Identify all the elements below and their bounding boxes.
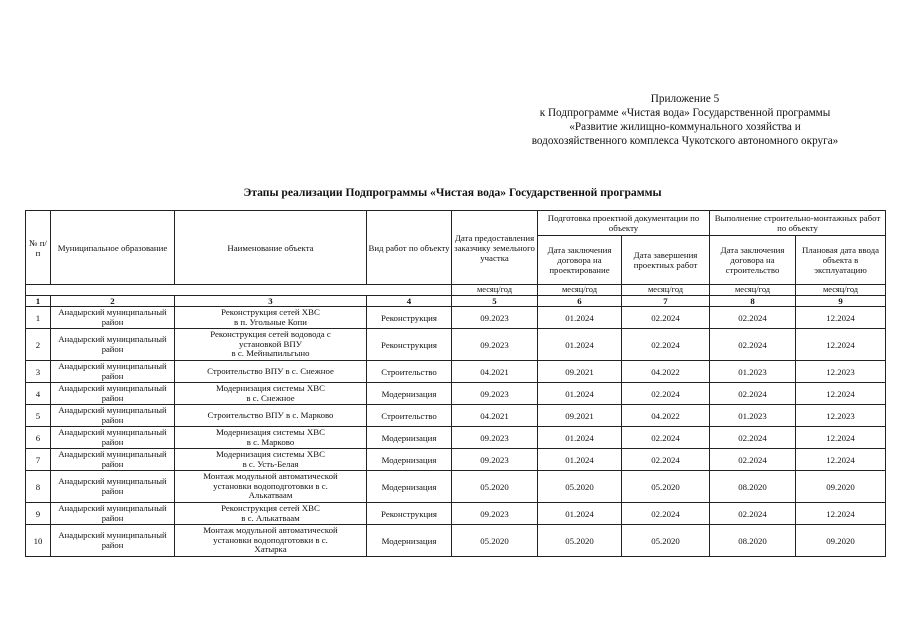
appendix-line: водохозяйственного комплекса Чукотского автономного округа» <box>531 135 839 147</box>
unit-label: месяц/год <box>452 285 538 296</box>
row-design-finish-date: 02.2024 <box>622 503 710 525</box>
row-build-contract-date: 01.2023 <box>710 405 796 427</box>
row-municipality: Анадырский муниципальный район <box>51 383 175 405</box>
row-work-type: Модернизация <box>367 471 452 503</box>
row-commission-date: 09.2020 <box>796 471 886 503</box>
row-build-contract-date: 02.2024 <box>710 383 796 405</box>
row-land-date: 04.2021 <box>452 405 538 427</box>
row-design-contract-date: 01.2024 <box>538 383 622 405</box>
row-municipality: Анадырский муниципальный район <box>51 503 175 525</box>
row-object-line: Монтаж модульной автоматической <box>203 524 338 535</box>
header-municipality: Муниципальное образование <box>51 211 175 285</box>
table-row <box>26 503 886 525</box>
row-commission-date: 12.2023 <box>796 405 886 427</box>
row-number: 3 <box>26 361 51 383</box>
row-design-finish-date: 02.2024 <box>622 329 710 361</box>
row-object-line: Модернизация системы ХВС <box>215 382 325 393</box>
header-land-date: Дата предоставления заказчику земельного участка <box>452 211 538 285</box>
row-design-finish-date: 02.2024 <box>622 383 710 405</box>
appendix-line: Приложение 5 <box>650 93 720 105</box>
header-commission: Плановая дата ввода объекта в эксплуатацию <box>796 236 886 285</box>
row-municipality: Анадырский муниципальный район <box>51 471 175 503</box>
column-number: 3 <box>175 296 367 307</box>
unit-label: месяц/год <box>796 285 886 296</box>
row-work-type: Строительство <box>367 405 452 427</box>
row-number: 5 <box>26 405 51 427</box>
table-row <box>26 525 886 557</box>
table-row <box>26 427 886 449</box>
row-work-type: Реконструкция <box>367 307 452 329</box>
row-land-date: 05.2020 <box>452 471 538 503</box>
row-build-contract-date: 02.2024 <box>710 503 796 525</box>
header-design-finish: Дата завершения проектных работ <box>622 236 710 285</box>
row-municipality: Анадырский муниципальный район <box>51 361 175 383</box>
row-municipality: Анадырский муниципальный район <box>51 329 175 361</box>
table-row <box>26 405 886 427</box>
row-land-date: 04.2021 <box>452 361 538 383</box>
row-work-type: Модернизация <box>367 525 452 557</box>
row-number: 1 <box>26 307 51 329</box>
row-design-finish-date: 02.2024 <box>622 307 710 329</box>
row-object <box>175 525 367 557</box>
row-commission-date: 12.2024 <box>796 449 886 471</box>
row-design-contract-date: 05.2020 <box>538 525 622 557</box>
row-design-contract-date: 05.2020 <box>538 471 622 503</box>
page-title: Этапы реализации Подпрограммы «Чистая вода» Государственной программы <box>243 186 662 199</box>
column-number: 8 <box>710 296 796 307</box>
units-spacer <box>26 285 452 296</box>
row-object-line: Модернизация системы ХВС <box>215 448 325 459</box>
row-design-finish-date: 04.2022 <box>622 361 710 383</box>
row-object <box>175 361 367 383</box>
appendix-line: «Развитие жилищно-коммунального хозяйства и <box>569 121 801 133</box>
table-row <box>26 383 886 405</box>
row-design-contract-date: 01.2024 <box>538 427 622 449</box>
appendix-line: к Подпрограмме «Чистая вода» Государственной программы <box>539 107 831 119</box>
row-number: 4 <box>26 383 51 405</box>
row-object-line: Реконструкция сетей водовода с <box>210 328 331 339</box>
row-object-line: в с. Алькатваам <box>241 512 300 523</box>
row-work-type: Модернизация <box>367 383 452 405</box>
column-number: 4 <box>367 296 452 307</box>
row-number: 2 <box>26 329 51 361</box>
row-design-contract-date: 09.2021 <box>538 361 622 383</box>
row-municipality: Анадырский муниципальный район <box>51 307 175 329</box>
row-municipality: Анадырский муниципальный район <box>51 525 175 557</box>
row-object <box>175 449 367 471</box>
row-object-line: установки водоподготовки в с. <box>213 534 328 545</box>
column-number: 2 <box>51 296 175 307</box>
row-commission-date: 12.2023 <box>796 361 886 383</box>
row-object-line: Монтаж модульной автоматической <box>203 470 338 481</box>
row-object <box>175 383 367 405</box>
appendix-block <box>470 92 900 148</box>
row-municipality: Анадырский муниципальный район <box>51 405 175 427</box>
row-design-contract-date: 01.2024 <box>538 449 622 471</box>
row-commission-date: 09.2020 <box>796 525 886 557</box>
table-row <box>26 449 886 471</box>
column-number: 6 <box>538 296 622 307</box>
row-build-contract-date: 02.2024 <box>710 449 796 471</box>
row-design-contract-date: 01.2024 <box>538 329 622 361</box>
row-object-line: в п. Угольные Копи <box>234 316 307 327</box>
row-work-type: Модернизация <box>367 449 452 471</box>
row-object <box>175 503 367 525</box>
row-object-line: Строительство ВПУ в с. Марково <box>207 409 334 420</box>
column-number: 7 <box>622 296 710 307</box>
row-land-date: 09.2023 <box>452 449 538 471</box>
row-work-type: Реконструкция <box>367 503 452 525</box>
header-design-contract: Дата заключения договора на проектирование <box>538 236 622 285</box>
row-object-line: Хатырка <box>254 544 287 555</box>
table-row <box>26 329 886 361</box>
header-build-contract: Дата заключения договора на строительство <box>710 236 796 285</box>
table-row <box>26 471 886 503</box>
row-municipality: Анадырский муниципальный район <box>51 427 175 449</box>
row-land-date: 09.2023 <box>452 329 538 361</box>
row-municipality: Анадырский муниципальный район <box>51 449 175 471</box>
row-design-finish-date: 02.2024 <box>622 449 710 471</box>
row-commission-date: 12.2024 <box>796 503 886 525</box>
row-object-line: установкой ВПУ <box>239 338 302 349</box>
row-number: 10 <box>26 525 51 557</box>
header-build-group: Выполнение строительно-монтажных работ по объекту <box>710 211 886 236</box>
row-build-contract-date: 08.2020 <box>710 525 796 557</box>
row-design-contract-date: 01.2024 <box>538 503 622 525</box>
row-object-line: в с. Снежное <box>246 392 295 403</box>
table-header <box>26 211 886 307</box>
column-number: 9 <box>796 296 886 307</box>
row-object-line: в с. Усть-Белая <box>242 458 299 469</box>
row-land-date: 09.2023 <box>452 503 538 525</box>
row-work-type: Реконструкция <box>367 329 452 361</box>
row-build-contract-date: 02.2024 <box>710 427 796 449</box>
row-object-line: Реконструкция сетей ХВС <box>221 502 320 513</box>
row-build-contract-date: 02.2024 <box>710 329 796 361</box>
row-object-line: в с. Марково <box>246 436 295 447</box>
row-work-type: Строительство <box>367 361 452 383</box>
row-object <box>175 471 367 503</box>
unit-label: месяц/год <box>710 285 796 296</box>
table-row <box>26 307 886 329</box>
row-land-date: 05.2020 <box>452 525 538 557</box>
row-design-finish-date: 05.2020 <box>622 525 710 557</box>
row-number: 9 <box>26 503 51 525</box>
row-object <box>175 405 367 427</box>
row-design-contract-date: 01.2024 <box>538 307 622 329</box>
row-land-date: 09.2023 <box>452 383 538 405</box>
row-object-line: Строительство ВПУ в с. Снежное <box>207 365 334 376</box>
column-number: 1 <box>26 296 51 307</box>
row-object <box>175 307 367 329</box>
header-object: Наименование объекта <box>175 211 367 285</box>
row-design-contract-date: 09.2021 <box>538 405 622 427</box>
row-number: 7 <box>26 449 51 471</box>
row-object-line: установки водоподготовки в с. <box>213 480 328 491</box>
stages-table <box>25 210 886 557</box>
row-object-line: Модернизация системы ХВС <box>215 426 325 437</box>
row-commission-date: 12.2024 <box>796 307 886 329</box>
row-design-finish-date: 05.2020 <box>622 471 710 503</box>
row-commission-date: 12.2024 <box>796 329 886 361</box>
table-row <box>26 361 886 383</box>
row-build-contract-date: 02.2024 <box>710 307 796 329</box>
row-land-date: 09.2023 <box>452 427 538 449</box>
header-num: № п/п <box>26 211 51 285</box>
row-object-line: Алькатваам <box>248 490 293 501</box>
column-number: 5 <box>452 296 538 307</box>
row-build-contract-date: 01.2023 <box>710 361 796 383</box>
row-object <box>175 329 367 361</box>
unit-label: месяц/год <box>538 285 622 296</box>
row-design-finish-date: 04.2022 <box>622 405 710 427</box>
row-commission-date: 12.2024 <box>796 427 886 449</box>
row-object-line: Реконструкция сетей ХВС <box>221 306 320 317</box>
row-build-contract-date: 08.2020 <box>710 471 796 503</box>
table-body <box>26 307 886 557</box>
unit-label: месяц/год <box>622 285 710 296</box>
row-work-type: Модернизация <box>367 427 452 449</box>
row-land-date: 09.2023 <box>452 307 538 329</box>
header-design-group: Подготовка проектной документации по объекту <box>538 211 710 236</box>
row-object-line: в с. Мейныпильгыно <box>231 348 310 359</box>
row-design-finish-date: 02.2024 <box>622 427 710 449</box>
header-work-type: Вид работ по объекту <box>367 211 452 285</box>
row-number: 6 <box>26 427 51 449</box>
row-commission-date: 12.2024 <box>796 383 886 405</box>
row-object <box>175 427 367 449</box>
row-number: 8 <box>26 471 51 503</box>
